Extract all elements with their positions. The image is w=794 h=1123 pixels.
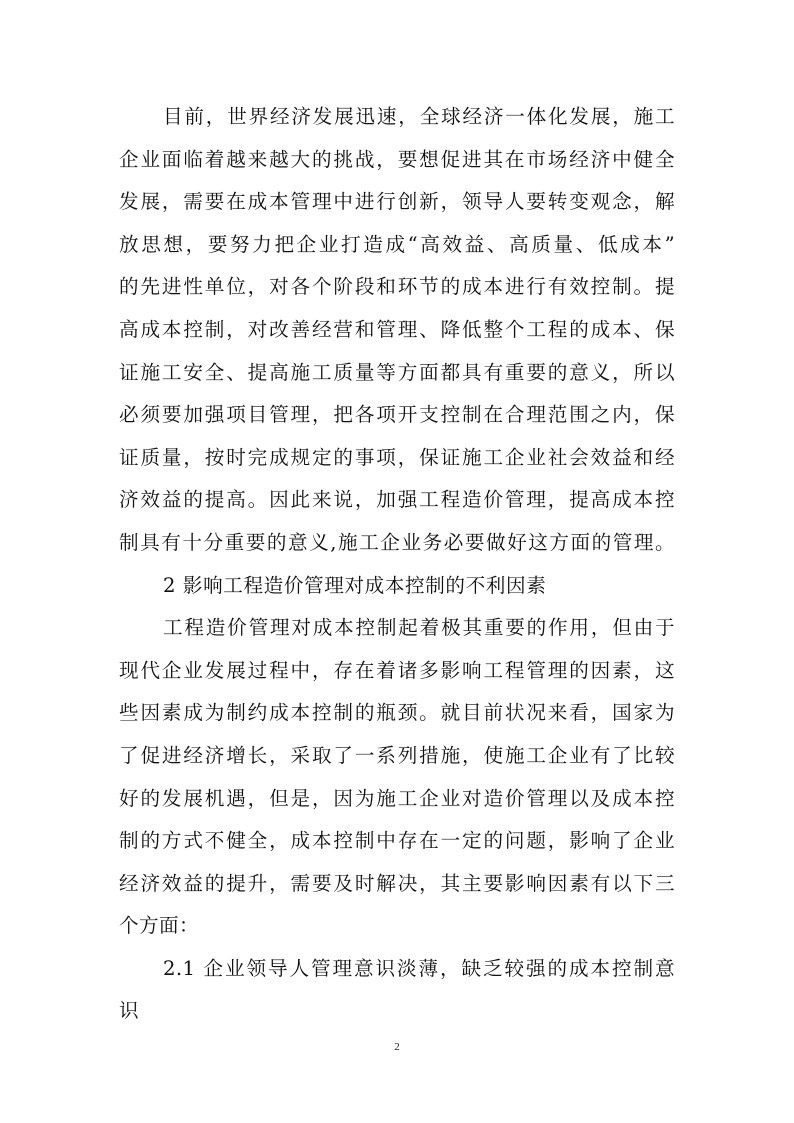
paragraph-line: 企业面临着越来越大的挑战，要想促进其在市场经济中健全 [119, 147, 675, 171]
paragraph-line: 必须要加强项目管理，把各项开支控制在合理范围之内，保 [119, 403, 675, 427]
subsection-heading-continuation: 识 [119, 999, 139, 1023]
paragraph-line: 证施工安全、提高施工质量等方面都具有重要的意义，所以 [119, 360, 675, 384]
paragraph-line: 好的发展机遇，但是，因为施工企业对造价管理以及成本控 [119, 786, 675, 810]
paragraph-line: 证质量，按时完成规定的事项，保证施工企业社会效益和经 [119, 445, 675, 469]
paragraph-line: 的先进性单位，对各个阶段和环节的成本进行有效控制。提 [119, 275, 675, 299]
subsection-heading: 2.1 企业领导人管理意识淡薄，缺乏较强的成本控制意 [163, 956, 675, 980]
paragraph-line: 经济效益的提升，需要及时解决，其主要影响因素有以下三 [119, 871, 675, 895]
paragraph-line: 济效益的提高。因此来说，加强工程造价管理，提高成本控 [119, 488, 675, 512]
paragraph-line: 目前，世界经济发展迅速，全球经济一体化发展，施工 [163, 105, 675, 128]
paragraph-line: 了促进经济增长，采取了一系列措施，使施工企业有了比较 [119, 743, 675, 767]
paragraph-line: 发展，需要在成本管理中进行创新，领导人要转变观念，解 [119, 190, 675, 214]
paragraph-line: 高成本控制，对改善经营和管理、降低整个工程的成本、保 [119, 317, 675, 341]
paragraph-line: 些因素成为制约成本控制的瓶颈。就目前状况来看，国家为 [119, 701, 675, 725]
section-heading: 2 影响工程造价管理对成本控制的不利因素 [163, 573, 547, 597]
paragraph-line: 工程造价管理对成本控制起着极其重要的作用，但由于 [163, 616, 675, 640]
paragraph-line: 现代企业发展过程中，存在着诸多影响工程管理的因素，这 [119, 658, 675, 682]
body-text [119, 96, 675, 1033]
paragraph-line: 个方面： [119, 914, 199, 938]
paragraph-line: 制具有十分重要的意义,施工企业务必要做好这方面的管理。 [119, 530, 675, 554]
page-number: 2 [394, 1041, 400, 1053]
paragraph-line: 放思想，要努力把企业打造成“高效益、高质量、低成本” [119, 232, 675, 256]
paragraph-line: 制的方式不健全，成本控制中存在一定的问题，影响了企业 [119, 829, 675, 853]
